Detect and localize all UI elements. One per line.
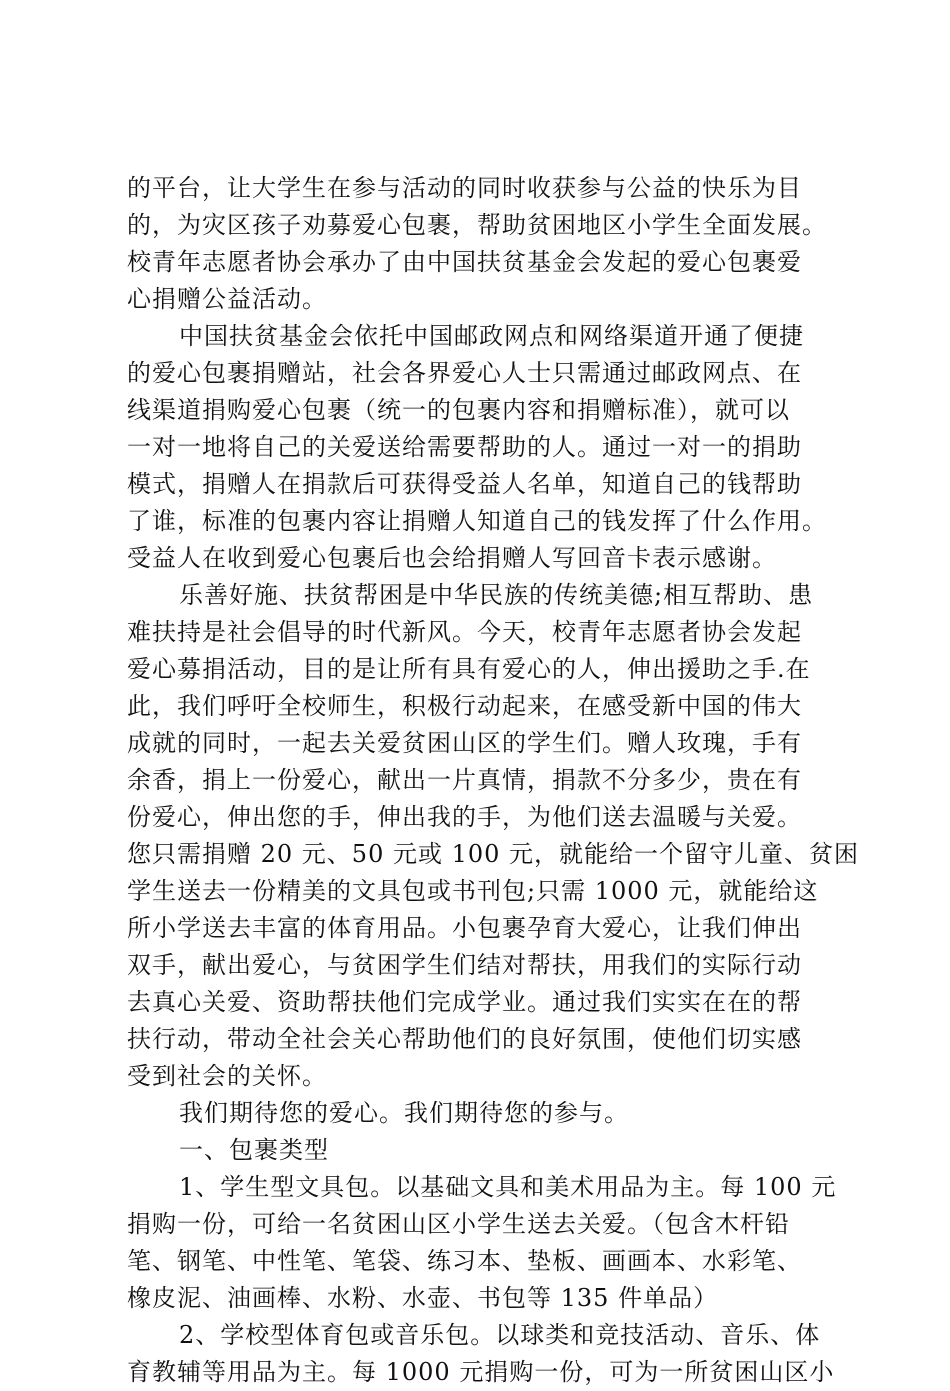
text-line: 线渠道捐购爱心包裹（统一的包裹内容和捐赠标准），就可以 [127, 396, 790, 424]
text-line: 我们期待您的爱心。我们期待您的参与。 [179, 1099, 629, 1127]
text-line: 1、学生型文具包。以基础文具和美术用品为主。每 100 元 [179, 1173, 837, 1201]
text-line: 成就的同时，一起去关爱贫困山区的学生们。赠人玫瑰，手有 [127, 729, 802, 757]
text-line: 扶行动，带动全社会关心帮助他们的良好氛围，使他们切实感 [127, 1025, 802, 1053]
text-line: 的平台，让大学生在参与活动的同时收获参与公益的快乐为目 [127, 174, 802, 202]
text-line: 双手，献出爱心，与贫困学生们结对帮扶，用我们的实际行动 [127, 951, 802, 979]
text-line: 心捐赠公益活动。 [127, 285, 327, 313]
text-line: 一对一地将自己的关爱送给需要帮助的人。通过一对一的捐助 [127, 433, 802, 461]
text-line: 此，我们呼吁全校师生，积极行动起来，在感受新中国的伟大 [127, 692, 802, 720]
text-line: 橡皮泥、油画棒、水粉、水壶、书包等 135 件单品） [127, 1284, 719, 1312]
text-line: 受到社会的关怀。 [127, 1062, 327, 1090]
text-line: 受益人在收到爱心包裹后也会给捐赠人写回音卡表示感谢。 [127, 544, 777, 572]
text-line: 所小学送去丰富的体育用品。小包裹孕育大爱心，让我们伸出 [127, 914, 802, 942]
text-line: 学生送去一份精美的文具包或书刊包;只需 1000 元，就能给这 [127, 877, 819, 905]
text-line: 份爱心，伸出您的手，伸出我的手，为他们送去温暖与关爱。 [127, 803, 802, 831]
text-line: 一、包裹类型 [179, 1136, 329, 1164]
text-line: 难扶持是社会倡导的时代新风。今天，校青年志愿者协会发起 [127, 618, 802, 646]
text-line: 笔、钢笔、中性笔、笔袋、练习本、垫板、画画本、水彩笔、 [127, 1247, 802, 1275]
text-line: 的爱心包裹捐赠站，社会各界爱心人士只需通过邮政网点、在 [127, 359, 802, 387]
text-line: 2、学校型体育包或音乐包。以球类和竞技活动、音乐、体 [179, 1321, 821, 1349]
document-body [127, 170, 860, 1391]
text-line: 了谁，标准的包裹内容让捐赠人知道自己的钱发挥了什么作用。 [127, 507, 827, 535]
text-line: 去真心关爱、资助帮扶他们完成学业。通过我们实实在在的帮 [127, 988, 802, 1016]
text-line: 模式，捐赠人在捐款后可获得受益人名单，知道自己的钱帮助 [127, 470, 802, 498]
text-line: 您只需捐赠 20 元、50 元或 100 元，就能给一个留守儿童、贫困 [127, 840, 860, 868]
text-line: 校青年志愿者协会承办了由中国扶贫基金会发起的爱心包裹爱 [127, 248, 802, 276]
text-line: 乐善好施、扶贫帮困是中华民族的传统美德;相互帮助、患 [179, 581, 814, 609]
text-line: 的，为灾区孩子劝募爱心包裹，帮助贫困地区小学生全面发展。 [127, 211, 827, 239]
text-line: 捐购一份，可给一名贫困山区小学生送去关爱。（包含木杆铅 [127, 1210, 790, 1238]
text-line: 育教辅等用品为主。每 1000 元捐购一份，可为一所贫困山区小 [127, 1358, 835, 1386]
text-line: 余香，捐上一份爱心，献出一片真情，捐款不分多少，贵在有 [127, 766, 802, 794]
text-line: 中国扶贫基金会依托中国邮政网点和网络渠道开通了便捷 [179, 322, 804, 350]
text-line: 爱心募捐活动，目的是让所有具有爱心的人，伸出援助之手.在 [127, 655, 811, 683]
